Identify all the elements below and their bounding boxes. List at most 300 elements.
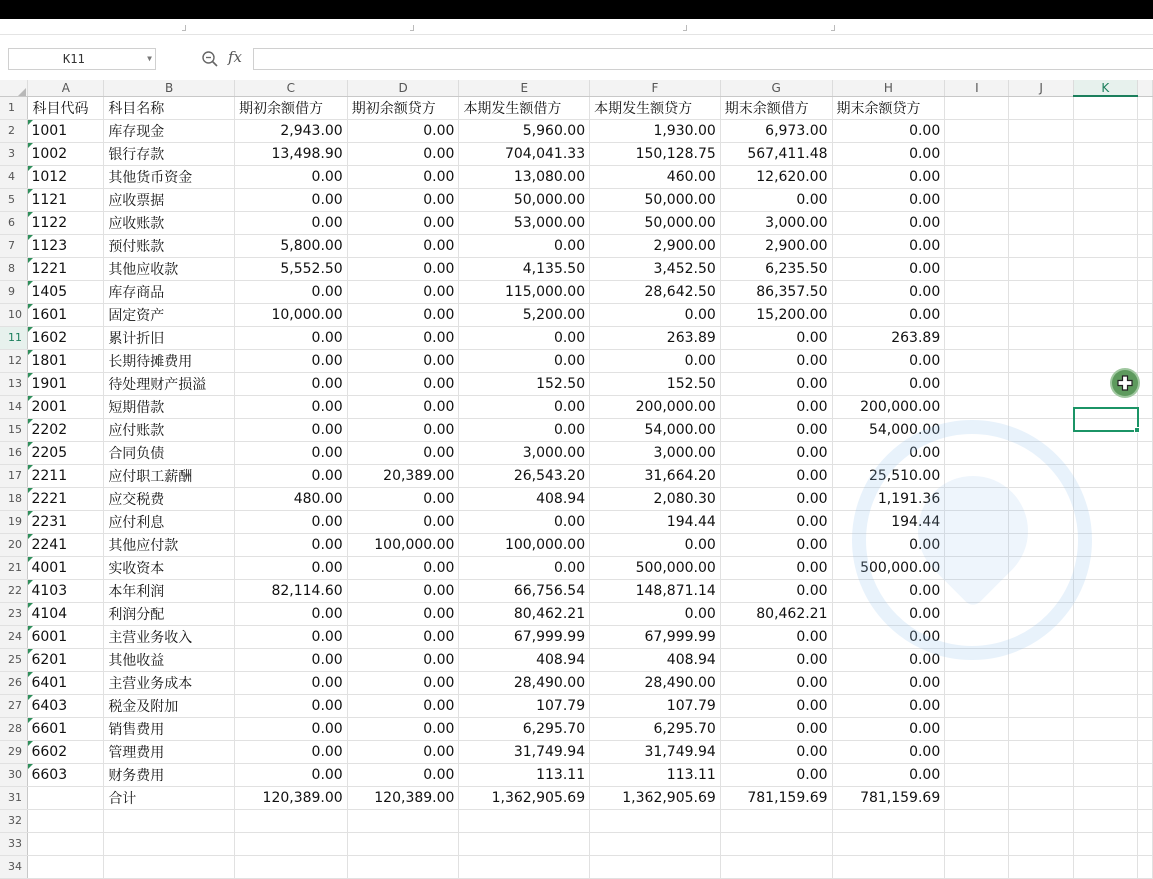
cell-i[interactable] xyxy=(945,694,1009,717)
empty-cell[interactable] xyxy=(720,832,832,855)
cell-j[interactable] xyxy=(1009,142,1073,165)
amount-cell[interactable]: 0.00 xyxy=(459,395,590,418)
amount-cell[interactable]: 54,000.00 xyxy=(590,418,721,441)
column-title-cell[interactable]: 期初余额贷方 xyxy=(347,96,459,119)
amount-cell[interactable]: 0.00 xyxy=(720,740,832,763)
account-name-cell[interactable]: 待处理财产损溢 xyxy=(104,372,235,395)
empty-cell[interactable] xyxy=(720,855,832,878)
cell-i[interactable] xyxy=(945,395,1009,418)
row-header[interactable]: 8 xyxy=(0,257,28,280)
cell-k[interactable] xyxy=(1073,487,1137,510)
amount-cell[interactable]: 0.00 xyxy=(590,533,721,556)
row-header[interactable]: 6 xyxy=(0,211,28,234)
cell-k[interactable] xyxy=(1073,96,1137,119)
account-code-cell[interactable]: 6201 xyxy=(28,648,104,671)
cell-j[interactable] xyxy=(1009,786,1073,809)
row-header[interactable]: 14 xyxy=(0,395,28,418)
column-title-cell[interactable]: 本期发生额贷方 xyxy=(590,96,721,119)
account-name-cell[interactable]: 其他货币资金 xyxy=(104,165,235,188)
cell-i[interactable] xyxy=(945,349,1009,372)
amount-cell[interactable]: 148,871.14 xyxy=(590,579,721,602)
column-title-cell[interactable]: 本期发生额借方 xyxy=(459,96,590,119)
account-code-cell[interactable]: 2231 xyxy=(28,510,104,533)
cell-i[interactable] xyxy=(945,510,1009,533)
amount-cell[interactable]: 13,080.00 xyxy=(459,165,590,188)
account-code-cell[interactable]: 1801 xyxy=(28,349,104,372)
cell-j[interactable] xyxy=(1009,487,1073,510)
amount-cell[interactable]: 0.00 xyxy=(832,648,945,671)
empty-cell[interactable] xyxy=(234,832,347,855)
cell-i[interactable] xyxy=(945,372,1009,395)
amount-cell[interactable]: 115,000.00 xyxy=(459,280,590,303)
amount-cell[interactable]: 80,462.21 xyxy=(720,602,832,625)
amount-cell[interactable]: 0.00 xyxy=(832,303,945,326)
amount-cell[interactable]: 0.00 xyxy=(832,579,945,602)
cell-j[interactable] xyxy=(1009,763,1073,786)
account-name-cell[interactable]: 应收账款 xyxy=(104,211,235,234)
amount-cell[interactable]: 0.00 xyxy=(347,234,459,257)
account-name-cell[interactable]: 其他应收款 xyxy=(104,257,235,280)
amount-cell[interactable]: 0.00 xyxy=(234,441,347,464)
amount-cell[interactable]: 0.00 xyxy=(234,372,347,395)
cell-k[interactable] xyxy=(1073,441,1137,464)
amount-cell[interactable]: 0.00 xyxy=(347,211,459,234)
amount-cell[interactable]: 0.00 xyxy=(347,280,459,303)
amount-cell[interactable]: 152.50 xyxy=(590,372,721,395)
amount-cell[interactable]: 82,114.60 xyxy=(234,579,347,602)
amount-cell[interactable]: 31,749.94 xyxy=(590,740,721,763)
cell-k[interactable] xyxy=(1073,119,1137,142)
account-code-cell[interactable]: 4001 xyxy=(28,556,104,579)
amount-cell[interactable]: 3,452.50 xyxy=(590,257,721,280)
amount-cell[interactable]: 0.00 xyxy=(832,671,945,694)
row-header[interactable]: 29 xyxy=(0,740,28,763)
amount-cell[interactable]: 263.89 xyxy=(832,326,945,349)
amount-cell[interactable]: 100,000.00 xyxy=(459,533,590,556)
amount-cell[interactable]: 567,411.48 xyxy=(720,142,832,165)
account-code-cell[interactable]: 6401 xyxy=(28,671,104,694)
cell-i[interactable] xyxy=(945,740,1009,763)
amount-cell[interactable]: 25,510.00 xyxy=(832,464,945,487)
amount-cell[interactable]: 0.00 xyxy=(234,763,347,786)
cell-i[interactable] xyxy=(945,165,1009,188)
column-title-cell[interactable]: 期末余额贷方 xyxy=(832,96,945,119)
amount-cell[interactable]: 28,642.50 xyxy=(590,280,721,303)
account-name-cell[interactable]: 财务费用 xyxy=(104,763,235,786)
cell-j[interactable] xyxy=(1009,211,1073,234)
column-title-cell[interactable]: 期初余额借方 xyxy=(234,96,347,119)
cell-k[interactable] xyxy=(1073,533,1137,556)
account-code-cell[interactable]: 2205 xyxy=(28,441,104,464)
amount-cell[interactable]: 10,000.00 xyxy=(234,303,347,326)
amount-cell[interactable]: 5,960.00 xyxy=(459,119,590,142)
amount-cell[interactable]: 3,000.00 xyxy=(590,441,721,464)
cell-k[interactable] xyxy=(1073,395,1137,418)
column-title-cell[interactable]: 期末余额借方 xyxy=(720,96,832,119)
amount-cell[interactable]: 150,128.75 xyxy=(590,142,721,165)
amount-cell[interactable]: 0.00 xyxy=(234,740,347,763)
cell-k[interactable] xyxy=(1073,671,1137,694)
row-header[interactable]: 4 xyxy=(0,165,28,188)
total-amount-cell[interactable]: 1,362,905.69 xyxy=(590,786,721,809)
amount-cell[interactable]: 194.44 xyxy=(832,510,945,533)
amount-cell[interactable]: 0.00 xyxy=(234,188,347,211)
cell-i[interactable] xyxy=(945,671,1009,694)
cell-j[interactable] xyxy=(1009,556,1073,579)
cell-k[interactable] xyxy=(1073,832,1137,855)
cell-i[interactable] xyxy=(945,786,1009,809)
amount-cell[interactable]: 113.11 xyxy=(590,763,721,786)
amount-cell[interactable]: 0.00 xyxy=(347,648,459,671)
cell-k[interactable] xyxy=(1073,717,1137,740)
empty-cell[interactable] xyxy=(832,809,945,832)
cell-k[interactable] xyxy=(1073,579,1137,602)
amount-cell[interactable]: 0.00 xyxy=(832,602,945,625)
column-header-f[interactable]: F xyxy=(590,80,721,96)
amount-cell[interactable]: 0.00 xyxy=(720,717,832,740)
amount-cell[interactable]: 1,191.36 xyxy=(832,487,945,510)
fill-handle[interactable] xyxy=(1134,427,1140,433)
cell-i[interactable] xyxy=(945,142,1009,165)
account-code-cell[interactable]: 2001 xyxy=(28,395,104,418)
cell-j[interactable] xyxy=(1009,119,1073,142)
amount-cell[interactable]: 0.00 xyxy=(347,694,459,717)
row-header[interactable]: 17 xyxy=(0,464,28,487)
empty-cell[interactable] xyxy=(104,855,235,878)
amount-cell[interactable]: 0.00 xyxy=(347,602,459,625)
amount-cell[interactable]: 31,749.94 xyxy=(459,740,590,763)
formula-input[interactable] xyxy=(253,48,1153,70)
amount-cell[interactable]: 0.00 xyxy=(234,326,347,349)
column-header-c[interactable]: C xyxy=(234,80,347,96)
amount-cell[interactable]: 0.00 xyxy=(720,188,832,211)
amount-cell[interactable]: 12,620.00 xyxy=(720,165,832,188)
fx-icon[interactable]: fx xyxy=(228,48,243,66)
account-name-cell[interactable]: 利润分配 xyxy=(104,602,235,625)
cell-k[interactable] xyxy=(1073,556,1137,579)
cell-j[interactable] xyxy=(1009,372,1073,395)
row-header[interactable]: 28 xyxy=(0,717,28,740)
amount-cell[interactable]: 0.00 xyxy=(832,694,945,717)
amount-cell[interactable]: 0.00 xyxy=(347,441,459,464)
empty-cell[interactable] xyxy=(590,855,721,878)
cell-i[interactable] xyxy=(945,234,1009,257)
amount-cell[interactable]: 0.00 xyxy=(234,280,347,303)
row-header[interactable]: 31 xyxy=(0,786,28,809)
row-header[interactable]: 19 xyxy=(0,510,28,533)
cell-j[interactable] xyxy=(1009,188,1073,211)
amount-cell[interactable]: 0.00 xyxy=(234,464,347,487)
amount-cell[interactable]: 80,462.21 xyxy=(459,602,590,625)
cell-i[interactable] xyxy=(945,303,1009,326)
amount-cell[interactable]: 86,357.50 xyxy=(720,280,832,303)
account-code-cell[interactable]: 2221 xyxy=(28,487,104,510)
row-header[interactable]: 10 xyxy=(0,303,28,326)
account-name-cell[interactable]: 主营业务成本 xyxy=(104,671,235,694)
empty-cell[interactable] xyxy=(28,809,104,832)
amount-cell[interactable]: 66,756.54 xyxy=(459,579,590,602)
amount-cell[interactable]: 0.00 xyxy=(234,717,347,740)
chevron-down-icon[interactable]: ▼ xyxy=(147,54,152,63)
amount-cell[interactable]: 28,490.00 xyxy=(459,671,590,694)
account-name-cell[interactable]: 税金及附加 xyxy=(104,694,235,717)
amount-cell[interactable]: 0.00 xyxy=(832,717,945,740)
cell-k[interactable] xyxy=(1073,694,1137,717)
account-code-cell[interactable]: 6601 xyxy=(28,717,104,740)
cell-i[interactable] xyxy=(945,855,1009,878)
row-header[interactable]: 18 xyxy=(0,487,28,510)
amount-cell[interactable]: 5,200.00 xyxy=(459,303,590,326)
cell-j[interactable] xyxy=(1009,579,1073,602)
cell-j[interactable] xyxy=(1009,671,1073,694)
cell-i[interactable] xyxy=(945,326,1009,349)
amount-cell[interactable]: 31,664.20 xyxy=(590,464,721,487)
amount-cell[interactable]: 0.00 xyxy=(347,257,459,280)
account-name-cell[interactable]: 累计折旧 xyxy=(104,326,235,349)
amount-cell[interactable]: 113.11 xyxy=(459,763,590,786)
amount-cell[interactable]: 50,000.00 xyxy=(590,188,721,211)
account-name-cell[interactable]: 固定资产 xyxy=(104,303,235,326)
cell-j[interactable] xyxy=(1009,832,1073,855)
amount-cell[interactable]: 0.00 xyxy=(832,533,945,556)
account-name-cell[interactable]: 银行存款 xyxy=(104,142,235,165)
column-header-h[interactable]: H xyxy=(832,80,945,96)
account-name-cell[interactable]: 短期借款 xyxy=(104,395,235,418)
row-header[interactable]: 24 xyxy=(0,625,28,648)
amount-cell[interactable]: 0.00 xyxy=(720,487,832,510)
account-name-cell[interactable]: 应付账款 xyxy=(104,418,235,441)
cell-k[interactable] xyxy=(1073,188,1137,211)
account-code-cell[interactable]: 1601 xyxy=(28,303,104,326)
column-header-k[interactable]: K xyxy=(1073,80,1137,96)
amount-cell[interactable]: 54,000.00 xyxy=(832,418,945,441)
amount-cell[interactable]: 13,498.90 xyxy=(234,142,347,165)
amount-cell[interactable]: 28,490.00 xyxy=(590,671,721,694)
amount-cell[interactable]: 408.94 xyxy=(459,648,590,671)
cell-j[interactable] xyxy=(1009,694,1073,717)
account-code-cell[interactable]: 1405 xyxy=(28,280,104,303)
column-header-a[interactable]: A xyxy=(28,80,104,96)
cell-k[interactable] xyxy=(1073,763,1137,786)
account-name-cell[interactable]: 其他收益 xyxy=(104,648,235,671)
cell-i[interactable] xyxy=(945,188,1009,211)
amount-cell[interactable]: 0.00 xyxy=(459,556,590,579)
column-header-d[interactable]: D xyxy=(347,80,459,96)
cell-i[interactable] xyxy=(945,648,1009,671)
cell-k[interactable] xyxy=(1073,349,1137,372)
amount-cell[interactable]: 194.44 xyxy=(590,510,721,533)
amount-cell[interactable]: 0.00 xyxy=(590,303,721,326)
empty-cell[interactable] xyxy=(234,855,347,878)
cell-i[interactable] xyxy=(945,625,1009,648)
empty-cell[interactable] xyxy=(459,855,590,878)
account-code-cell[interactable]: 6403 xyxy=(28,694,104,717)
cell-j[interactable] xyxy=(1009,533,1073,556)
amount-cell[interactable]: 0.00 xyxy=(234,510,347,533)
amount-cell[interactable]: 0.00 xyxy=(720,510,832,533)
amount-cell[interactable]: 0.00 xyxy=(720,326,832,349)
amount-cell[interactable]: 0.00 xyxy=(347,142,459,165)
row-header[interactable]: 26 xyxy=(0,671,28,694)
zoom-icon[interactable] xyxy=(201,50,219,68)
cell-j[interactable] xyxy=(1009,510,1073,533)
amount-cell[interactable]: 0.00 xyxy=(234,694,347,717)
row-header[interactable]: 11 xyxy=(0,326,28,349)
cell-j[interactable] xyxy=(1009,809,1073,832)
amount-cell[interactable]: 704,041.33 xyxy=(459,142,590,165)
amount-cell[interactable]: 0.00 xyxy=(832,763,945,786)
cell-k[interactable] xyxy=(1073,303,1137,326)
amount-cell[interactable]: 0.00 xyxy=(832,740,945,763)
empty-cell[interactable] xyxy=(459,809,590,832)
cell-a[interactable] xyxy=(28,786,104,809)
cell-k[interactable] xyxy=(1073,418,1137,441)
cell-i[interactable] xyxy=(945,211,1009,234)
amount-cell[interactable]: 0.00 xyxy=(347,763,459,786)
row-header[interactable]: 23 xyxy=(0,602,28,625)
column-title-cell[interactable]: 科目名称 xyxy=(104,96,235,119)
amount-cell[interactable]: 0.00 xyxy=(832,211,945,234)
amount-cell[interactable]: 0.00 xyxy=(347,349,459,372)
row-header[interactable]: 33 xyxy=(0,832,28,855)
cell-j[interactable] xyxy=(1009,280,1073,303)
amount-cell[interactable]: 0.00 xyxy=(590,602,721,625)
amount-cell[interactable]: 5,800.00 xyxy=(234,234,347,257)
account-name-cell[interactable]: 实收资本 xyxy=(104,556,235,579)
amount-cell[interactable]: 0.00 xyxy=(720,556,832,579)
empty-cell[interactable] xyxy=(459,832,590,855)
row-header[interactable]: 16 xyxy=(0,441,28,464)
cell-i[interactable] xyxy=(945,441,1009,464)
amount-cell[interactable]: 0.00 xyxy=(459,510,590,533)
amount-cell[interactable]: 15,200.00 xyxy=(720,303,832,326)
account-code-cell[interactable]: 1001 xyxy=(28,119,104,142)
amount-cell[interactable]: 0.00 xyxy=(832,188,945,211)
empty-cell[interactable] xyxy=(104,809,235,832)
cell-k[interactable] xyxy=(1073,740,1137,763)
row-header[interactable]: 21 xyxy=(0,556,28,579)
amount-cell[interactable]: 0.00 xyxy=(234,556,347,579)
amount-cell[interactable]: 152.50 xyxy=(459,372,590,395)
cell-j[interactable] xyxy=(1009,648,1073,671)
amount-cell[interactable]: 0.00 xyxy=(347,625,459,648)
amount-cell[interactable]: 0.00 xyxy=(832,165,945,188)
cell-k[interactable] xyxy=(1073,211,1137,234)
account-code-cell[interactable]: 1221 xyxy=(28,257,104,280)
cell-k[interactable] xyxy=(1073,855,1137,878)
account-name-cell[interactable]: 应收票据 xyxy=(104,188,235,211)
account-name-cell[interactable]: 库存现金 xyxy=(104,119,235,142)
amount-cell[interactable]: 408.94 xyxy=(590,648,721,671)
amount-cell[interactable]: 408.94 xyxy=(459,487,590,510)
account-name-cell[interactable]: 预付账款 xyxy=(104,234,235,257)
amount-cell[interactable]: 0.00 xyxy=(347,556,459,579)
amount-cell[interactable]: 0.00 xyxy=(234,349,347,372)
cell-k[interactable] xyxy=(1073,257,1137,280)
amount-cell[interactable]: 0.00 xyxy=(720,694,832,717)
amount-cell[interactable]: 0.00 xyxy=(347,188,459,211)
amount-cell[interactable]: 0.00 xyxy=(832,625,945,648)
cell-i[interactable] xyxy=(945,487,1009,510)
amount-cell[interactable]: 0.00 xyxy=(347,303,459,326)
amount-cell[interactable]: 4,135.50 xyxy=(459,257,590,280)
empty-cell[interactable] xyxy=(832,855,945,878)
amount-cell[interactable]: 0.00 xyxy=(234,165,347,188)
account-name-cell[interactable]: 主营业务收入 xyxy=(104,625,235,648)
amount-cell[interactable]: 6,295.70 xyxy=(590,717,721,740)
cell-i[interactable] xyxy=(945,257,1009,280)
cell-i[interactable] xyxy=(945,556,1009,579)
total-amount-cell[interactable]: 1,362,905.69 xyxy=(459,786,590,809)
amount-cell[interactable]: 480.00 xyxy=(234,487,347,510)
account-code-cell[interactable]: 6603 xyxy=(28,763,104,786)
cell-i[interactable] xyxy=(945,280,1009,303)
amount-cell[interactable]: 2,080.30 xyxy=(590,487,721,510)
account-name-cell[interactable]: 其他应付款 xyxy=(104,533,235,556)
cell-j[interactable] xyxy=(1009,625,1073,648)
column-header-g[interactable]: G xyxy=(720,80,832,96)
amount-cell[interactable]: 0.00 xyxy=(234,533,347,556)
account-code-cell[interactable]: 6001 xyxy=(28,625,104,648)
name-box[interactable] xyxy=(8,48,156,70)
empty-cell[interactable] xyxy=(347,809,459,832)
row-header[interactable]: 30 xyxy=(0,763,28,786)
amount-cell[interactable]: 67,999.99 xyxy=(590,625,721,648)
amount-cell[interactable]: 0.00 xyxy=(832,349,945,372)
total-label-cell[interactable]: 合计 xyxy=(104,786,235,809)
empty-cell[interactable] xyxy=(104,832,235,855)
amount-cell[interactable]: 6,295.70 xyxy=(459,717,590,740)
amount-cell[interactable]: 0.00 xyxy=(347,510,459,533)
amount-cell[interactable]: 20,389.00 xyxy=(347,464,459,487)
amount-cell[interactable]: 107.79 xyxy=(459,694,590,717)
amount-cell[interactable]: 26,543.20 xyxy=(459,464,590,487)
row-header[interactable]: 13 xyxy=(0,372,28,395)
amount-cell[interactable]: 0.00 xyxy=(347,717,459,740)
amount-cell[interactable]: 0.00 xyxy=(459,349,590,372)
row-header[interactable]: 5 xyxy=(0,188,28,211)
cell-j[interactable] xyxy=(1009,441,1073,464)
cell-i[interactable] xyxy=(945,119,1009,142)
amount-cell[interactable]: 0.00 xyxy=(720,349,832,372)
amount-cell[interactable]: 500,000.00 xyxy=(590,556,721,579)
empty-cell[interactable] xyxy=(28,832,104,855)
amount-cell[interactable]: 0.00 xyxy=(720,671,832,694)
amount-cell[interactable]: 0.00 xyxy=(720,418,832,441)
amount-cell[interactable]: 0.00 xyxy=(720,625,832,648)
empty-cell[interactable] xyxy=(832,832,945,855)
account-code-cell[interactable]: 4103 xyxy=(28,579,104,602)
amount-cell[interactable]: 0.00 xyxy=(234,625,347,648)
total-amount-cell[interactable]: 781,159.69 xyxy=(832,786,945,809)
amount-cell[interactable]: 0.00 xyxy=(234,395,347,418)
cell-j[interactable] xyxy=(1009,740,1073,763)
cell-j[interactable] xyxy=(1009,602,1073,625)
amount-cell[interactable]: 460.00 xyxy=(590,165,721,188)
amount-cell[interactable]: 0.00 xyxy=(347,671,459,694)
account-code-cell[interactable]: 4104 xyxy=(28,602,104,625)
account-code-cell[interactable]: 2241 xyxy=(28,533,104,556)
amount-cell[interactable]: 1,930.00 xyxy=(590,119,721,142)
column-header-j[interactable]: J xyxy=(1009,80,1073,96)
empty-cell[interactable] xyxy=(28,855,104,878)
amount-cell[interactable]: 0.00 xyxy=(832,142,945,165)
total-amount-cell[interactable]: 781,159.69 xyxy=(720,786,832,809)
account-code-cell[interactable]: 2211 xyxy=(28,464,104,487)
cell-k[interactable] xyxy=(1073,326,1137,349)
account-code-cell[interactable]: 1002 xyxy=(28,142,104,165)
account-code-cell[interactable]: 1012 xyxy=(28,165,104,188)
